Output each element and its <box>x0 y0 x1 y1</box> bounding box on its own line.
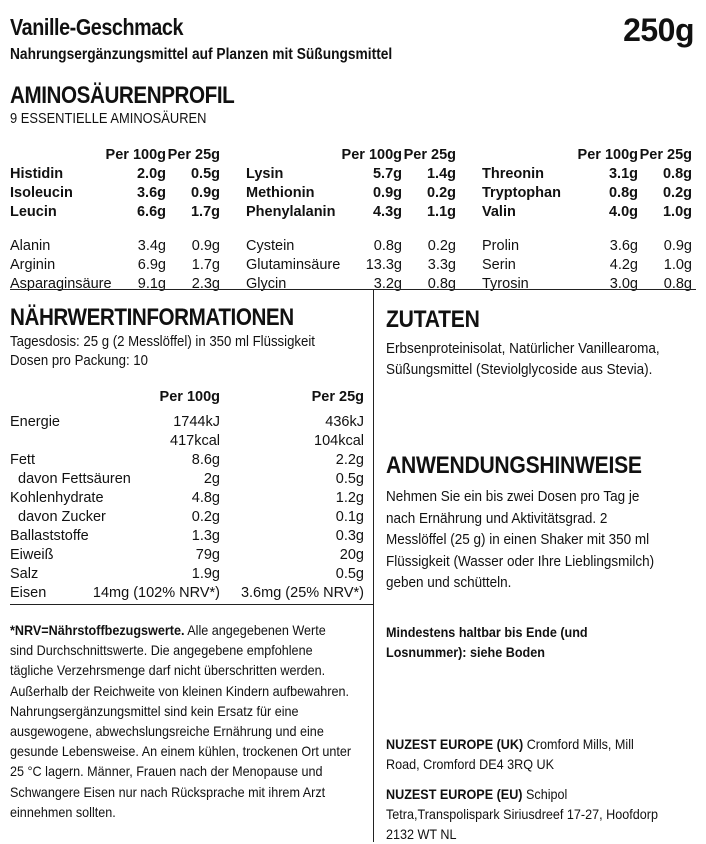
footnote-bold: *NRV=Nährstoffbezugswerte. <box>10 622 185 638</box>
amino-row <box>246 275 456 294</box>
nutrition-col-per25: Per 25g <box>311 389 364 405</box>
amino-name: Serin <box>482 257 516 273</box>
amino-value-per100: 2.0g <box>136 166 166 182</box>
amino-value-per25: 2.3g <box>191 276 220 292</box>
nutrition-row <box>10 470 366 489</box>
amino-value-per100: 3.6g <box>136 185 166 201</box>
amino-name: Glycin <box>246 276 287 292</box>
nutrition-name: Eiweiß <box>10 547 54 563</box>
amino-header-row <box>10 146 220 165</box>
footnote-text: Alle angegebenen Werte sind Durchschnittswerte. Die angegebene empfohlene tägliche Verzehrsmenge darf nicht überschritten werden. Außerhalb der Reichweite von kleinen Kindern aufbewahren. Nahrungsergänzungsmittel sind kein Ersatz für eine ausgewogene, abwechslungsreiche Ernährung und eine gesunde Lebensweise. An einem kühlen, trockenen Ort unter 25 °C lagern. Männer, Frauen nach der Menopause und Schwangere Eisen nur nach Rücksprache mit ihrem Arzt einnehmen sollten. <box>10 622 352 820</box>
amino-col-per100: Per 100g <box>341 147 402 163</box>
nutrition-value-per25: 3.6mg (25% NRV*) <box>240 585 364 601</box>
amino-value-per25: 0.8g <box>662 166 692 182</box>
amino-value-per100: 3.0g <box>609 276 638 292</box>
amino-value-per100: 4.0g <box>608 204 638 220</box>
nutrition-row <box>10 508 366 527</box>
amino-row <box>10 237 220 256</box>
amino-name: Tyrosin <box>482 276 529 292</box>
nutrition-value-per25: 0.5g <box>335 566 364 582</box>
amino-row <box>246 203 456 222</box>
nutrition-value-per100: 417kcal <box>170 433 220 449</box>
nutrition-name: Kohlenhydrate <box>10 490 104 506</box>
nutrition-value-per100: 79g <box>195 547 220 563</box>
amino-value-per25: 0.2g <box>662 185 692 201</box>
amino-row <box>482 184 692 203</box>
nutrition-packs: Dosen pro Packung: 10 <box>10 352 148 369</box>
amino-value-per25: 0.5g <box>190 166 220 182</box>
amino-name: Glutaminsäure <box>246 257 341 273</box>
amino-name: Histidin <box>10 166 64 182</box>
amino-value-per25: 1.7g <box>190 204 220 220</box>
amino-value-per100: 0.9g <box>372 185 402 201</box>
amino-row <box>246 256 456 275</box>
amino-value-per100: 5.7g <box>372 166 402 182</box>
amino-value-per25: 0.2g <box>427 238 456 254</box>
amino-value-per25: 1.0g <box>663 257 692 273</box>
amino-value-per100: 9.1g <box>137 276 166 292</box>
nutrition-name: davon Fettsäuren <box>18 471 131 487</box>
amino-value-per25: 1.0g <box>662 204 692 220</box>
amino-value-per25: 0.8g <box>427 276 456 292</box>
amino-name: Prolin <box>482 238 520 254</box>
nutrition-value-per25: 0.3g <box>335 528 364 544</box>
amino-value-per100: 4.2g <box>609 257 638 273</box>
nutrition-value-per100: 1.9g <box>191 566 220 582</box>
nutrition-section-title: NÄHRWERTINFORMATIONEN <box>10 304 294 331</box>
nutrition-table <box>10 388 366 603</box>
amino-value-per25: 1.7g <box>191 257 220 273</box>
amino-name: Alanin <box>10 238 51 254</box>
amino-value-per100: 3.1g <box>608 166 638 182</box>
amino-value-per25: 3.3g <box>427 257 456 273</box>
amino-value-per100: 0.8g <box>373 238 402 254</box>
nutrition-name: Salz <box>10 566 39 582</box>
divider-nutrition-bottom <box>10 604 373 605</box>
amino-value-per100: 6.9g <box>137 257 166 273</box>
nutrition-name: Energie <box>10 414 60 430</box>
amino-value-per100: 0.8g <box>608 185 638 201</box>
divider-amino-bottom <box>10 289 696 290</box>
amino-value-per25: 0.2g <box>426 185 456 201</box>
amino-value-per25: 0.9g <box>190 185 220 201</box>
nutrition-row <box>10 413 366 432</box>
company-eu-name: NUZEST EUROPE (EU) <box>386 786 523 802</box>
nutrition-value-per100: 8.6g <box>191 452 220 468</box>
nutrition-value-per100: 4.8g <box>191 490 220 506</box>
amino-name: Arginin <box>10 257 56 273</box>
amino-header-row <box>482 146 692 165</box>
amino-col-per100: Per 100g <box>577 147 638 163</box>
amino-row <box>10 165 220 184</box>
amino-row <box>246 237 456 256</box>
nutrition-value-per25: 0.5g <box>335 471 364 487</box>
product-flavor: Vanille-Geschmack <box>10 14 184 40</box>
ingredients-title: ZUTATEN <box>386 306 480 333</box>
nutrition-col-per100: Per 100g <box>159 389 220 405</box>
company-uk-name: NUZEST EUROPE (UK) <box>386 736 524 752</box>
amino-column <box>246 146 456 294</box>
amino-col-per100: Per 100g <box>105 147 166 163</box>
amino-value-per100: 4.3g <box>372 204 402 220</box>
nutrition-row <box>10 489 366 508</box>
nutrition-value-per25: 104kcal <box>314 433 364 449</box>
nutrition-name: Fett <box>10 452 35 468</box>
amino-name: Methionin <box>246 185 315 201</box>
amino-col-per25: Per 25g <box>403 147 456 163</box>
amino-value-per25: 1.4g <box>426 166 456 182</box>
amino-row <box>10 203 220 222</box>
nutrition-value-per25: 0.1g <box>335 509 364 525</box>
nutrition-row <box>10 584 366 603</box>
company-uk <box>386 734 665 774</box>
nutrition-value-per100: 14mg (102% NRV*) <box>92 585 220 601</box>
nutrition-row <box>10 565 366 584</box>
amino-section-subtitle: 9 ESSENTIELLE AMINOSÄUREN <box>10 110 207 127</box>
amino-name: Tryptophan <box>482 185 561 201</box>
nutrition-row <box>10 432 366 451</box>
amino-row <box>482 237 692 256</box>
amino-row <box>482 165 692 184</box>
amino-name: Valin <box>482 204 516 220</box>
nutrition-daily-dose: Tagesdosis: 25 g (2 Messlöffel) in 350 ml Flüssigkeit <box>10 333 315 350</box>
amino-row <box>482 275 692 294</box>
nutrition-value-per25: 2.2g <box>335 452 364 468</box>
amino-row <box>482 256 692 275</box>
footnote <box>10 620 390 822</box>
amino-value-per100: 3.4g <box>137 238 166 254</box>
amino-header-row <box>246 146 456 165</box>
amino-column <box>10 146 220 294</box>
usage-title: ANWENDUNGSHINWEISE <box>386 452 642 479</box>
nutrition-value-per100: 0.2g <box>191 509 220 525</box>
nutrition-name: davon Zucker <box>18 509 106 525</box>
amino-row <box>482 203 692 222</box>
amino-name: Isoleucin <box>10 185 73 201</box>
nutrition-value-per100: 1.3g <box>191 528 220 544</box>
nutrition-name: Eisen <box>10 585 47 601</box>
amino-name: Cystein <box>246 238 295 254</box>
ingredients-text: Erbsenproteinisolat, Natürlicher Vanillearoma, Süßungsmittel (Steviolglycoside aus Stevia). <box>386 340 660 378</box>
nutrition-value-per25: 436kJ <box>325 414 364 430</box>
amino-value-per100: 13.3g <box>365 257 402 273</box>
company-eu <box>386 784 665 844</box>
nutrition-name: Ballaststoffe <box>10 528 89 544</box>
amino-row <box>10 256 220 275</box>
nutrition-header-row <box>10 388 366 407</box>
amino-name: Asparaginsäure <box>10 276 112 292</box>
amino-row <box>246 165 456 184</box>
product-weight: 250g <box>623 12 694 48</box>
nutrition-row <box>10 546 366 565</box>
amino-col-per25: Per 25g <box>167 147 220 163</box>
amino-value-per25: 0.8g <box>663 276 692 292</box>
nutrition-row <box>10 451 366 470</box>
amino-row <box>10 275 220 294</box>
company-eu-address: Schipol Tetra,Transpolispark Siriusdreef 17-27, Hoofdorp 2132 WT NL <box>386 786 658 842</box>
usage-text: Nehmen Sie ein bis zwei Dosen pro Tag je nach Ernährung und Aktivitätsgrad. 2 Messlöffel (25 g) in einen Shaker mit 350 ml Flüssigkeit (Wasser oder Ihre Lieblingsmilch) geben und schütteln. <box>386 488 655 591</box>
amino-name: Phenylalanin <box>246 204 336 220</box>
nutrition-row <box>10 527 366 546</box>
nutrition-value-per25: 1.2g <box>335 490 364 506</box>
nutrition-value-per25: 20g <box>339 547 364 563</box>
amino-row <box>10 184 220 203</box>
best-before: Mindestens haltbar bis Ende (und Losnummer): siehe Boden <box>386 624 588 660</box>
amino-section-title: AMINOSÄURENPROFIL <box>10 82 235 109</box>
amino-value-per25: 1.1g <box>426 204 456 220</box>
amino-name: Leucin <box>10 204 57 220</box>
amino-column <box>482 146 692 294</box>
nutrition-value-per100: 1744kJ <box>173 414 220 430</box>
nutrition-value-per100: 2g <box>203 471 220 487</box>
company-uk-address: Cromford Mills, Mill Road, Cromford DE4 3RQ UK <box>386 736 634 772</box>
product-subtitle: Nahrungsergänzungsmittel auf Planzen mit Süßungsmittel <box>10 46 393 63</box>
amino-row <box>246 184 456 203</box>
amino-value-per100: 3.2g <box>373 276 402 292</box>
amino-value-per100: 3.6g <box>609 238 638 254</box>
amino-value-per25: 0.9g <box>663 238 692 254</box>
amino-value-per25: 0.9g <box>191 238 220 254</box>
amino-name: Threonin <box>482 166 545 182</box>
amino-value-per100: 6.6g <box>136 204 166 220</box>
amino-name: Lysin <box>246 166 284 182</box>
amino-col-per25: Per 25g <box>639 147 692 163</box>
